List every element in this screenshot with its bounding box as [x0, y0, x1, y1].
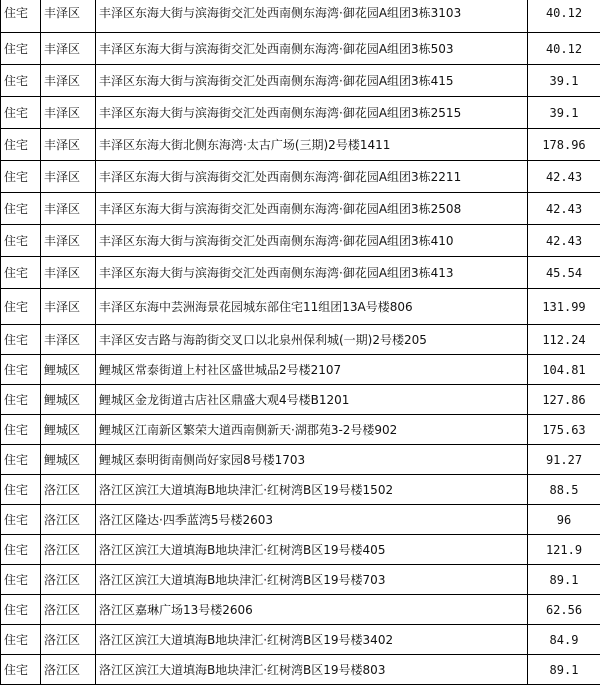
cell-address: 丰泽区东海大街与滨海街交汇处西南侧东海湾·御花园A组团3栋2211 — [96, 161, 528, 193]
cell-address: 洛江区滨江大道填海B地块津汇·红树湾B区19号楼3402 — [96, 625, 528, 655]
cell-area: 96 — [528, 505, 600, 535]
cell-district: 丰泽区 — [41, 33, 96, 65]
cell-district: 丰泽区 — [41, 325, 96, 355]
cell-type: 住宅 — [1, 225, 41, 257]
cell-area: 175.63 — [528, 415, 600, 445]
cell-area: 40.12 — [528, 33, 600, 65]
cell-type: 住宅 — [1, 505, 41, 535]
cell-area: 178.96 — [528, 129, 600, 161]
cell-address: 丰泽区东海大街与滨海街交汇处西南侧东海湾·御花园A组团3栋3103 — [96, 0, 528, 33]
table-row — [1, 415, 600, 445]
cell-area: 89.1 — [528, 565, 600, 595]
table-row — [1, 595, 600, 625]
cell-type: 住宅 — [1, 97, 41, 129]
cell-district: 洛江区 — [41, 475, 96, 505]
cell-area: 104.81 — [528, 355, 600, 385]
cell-district: 丰泽区 — [41, 65, 96, 97]
table-row — [1, 97, 600, 129]
cell-address: 洛江区隆达·四季蓝湾5号楼2603 — [96, 505, 528, 535]
cell-type: 住宅 — [1, 0, 41, 33]
cell-address: 鲤城区金龙街道古店社区鼎盛大观4号楼B1201 — [96, 385, 528, 415]
cell-area: 127.86 — [528, 385, 600, 415]
cell-address: 鲤城区常泰街道上村社区盛世城品2号楼2107 — [96, 355, 528, 385]
cell-type: 住宅 — [1, 385, 41, 415]
table-row — [1, 129, 600, 161]
cell-area: 42.43 — [528, 225, 600, 257]
cell-area: 91.27 — [528, 445, 600, 475]
cell-type: 住宅 — [1, 129, 41, 161]
table-row — [1, 475, 600, 505]
table-row — [1, 193, 600, 225]
cell-address: 丰泽区安吉路与海韵街交叉口以北泉州保利城(一期)2号楼205 — [96, 325, 528, 355]
cell-type: 住宅 — [1, 445, 41, 475]
cell-address: 鲤城区江南新区繁荣大道西南侧新天·湖郡苑3-2号楼902 — [96, 415, 528, 445]
cell-address: 洛江区嘉琳广场13号楼2606 — [96, 595, 528, 625]
table-row — [1, 445, 600, 475]
table-row — [1, 625, 600, 655]
cell-type: 住宅 — [1, 655, 41, 685]
cell-type: 住宅 — [1, 625, 41, 655]
cell-area: 42.43 — [528, 161, 600, 193]
cell-district: 鲤城区 — [41, 385, 96, 415]
table-row — [1, 161, 600, 193]
cell-type: 住宅 — [1, 565, 41, 595]
cell-type: 住宅 — [1, 33, 41, 65]
cell-area: 39.1 — [528, 97, 600, 129]
cell-address: 丰泽区东海大街与滨海街交汇处西南侧东海湾·御花园A组团3栋410 — [96, 225, 528, 257]
cell-district: 丰泽区 — [41, 97, 96, 129]
cell-address: 丰泽区东海大街北侧东海湾·太古广场(三期)2号楼1411 — [96, 129, 528, 161]
cell-type: 住宅 — [1, 325, 41, 355]
table-row — [1, 355, 600, 385]
cell-district: 丰泽区 — [41, 225, 96, 257]
cell-district: 鲤城区 — [41, 355, 96, 385]
cell-area: 84.9 — [528, 625, 600, 655]
table-row — [1, 289, 600, 325]
table-row — [1, 33, 600, 65]
table-row — [1, 385, 600, 415]
cell-district: 丰泽区 — [41, 193, 96, 225]
cell-area: 131.99 — [528, 289, 600, 325]
cell-address: 丰泽区东海大街与滨海街交汇处西南侧东海湾·御花园A组团3栋415 — [96, 65, 528, 97]
cell-area: 42.43 — [528, 193, 600, 225]
cell-address: 丰泽区东海大街与滨海街交汇处西南侧东海湾·御花园A组团3栋503 — [96, 33, 528, 65]
table-body — [1, 0, 600, 685]
cell-type: 住宅 — [1, 65, 41, 97]
cell-district: 鲤城区 — [41, 445, 96, 475]
cell-district: 洛江区 — [41, 535, 96, 565]
cell-district: 丰泽区 — [41, 0, 96, 33]
cell-district: 丰泽区 — [41, 161, 96, 193]
cell-district: 丰泽区 — [41, 289, 96, 325]
cell-type: 住宅 — [1, 535, 41, 565]
table-row — [1, 655, 600, 685]
cell-area: 112.24 — [528, 325, 600, 355]
cell-area: 89.1 — [528, 655, 600, 685]
cell-district: 鲤城区 — [41, 415, 96, 445]
cell-type: 住宅 — [1, 193, 41, 225]
cell-type: 住宅 — [1, 161, 41, 193]
cell-district: 洛江区 — [41, 655, 96, 685]
table-row — [1, 257, 600, 289]
cell-district: 丰泽区 — [41, 129, 96, 161]
cell-area: 88.5 — [528, 475, 600, 505]
cell-address: 丰泽区东海中芸洲海景花园城东部住宅11组团13A号楼806 — [96, 289, 528, 325]
cell-area: 62.56 — [528, 595, 600, 625]
cell-address: 洛江区滨江大道填海B地块津汇·红树湾B区19号楼703 — [96, 565, 528, 595]
cell-address: 洛江区滨江大道填海B地块津汇·红树湾B区19号楼405 — [96, 535, 528, 565]
cell-type: 住宅 — [1, 415, 41, 445]
cell-area: 121.9 — [528, 535, 600, 565]
cell-district: 洛江区 — [41, 565, 96, 595]
cell-area: 45.54 — [528, 257, 600, 289]
table-row — [1, 225, 600, 257]
cell-district: 洛江区 — [41, 505, 96, 535]
table-row — [1, 505, 600, 535]
cell-type: 住宅 — [1, 595, 41, 625]
cell-address: 洛江区滨江大道填海B地块津汇·红树湾B区19号楼1502 — [96, 475, 528, 505]
cell-address: 丰泽区东海大街与滨海街交汇处西南侧东海湾·御花园A组团3栋2515 — [96, 97, 528, 129]
table-row — [1, 565, 600, 595]
table-row — [1, 325, 600, 355]
cell-district: 洛江区 — [41, 595, 96, 625]
table-row — [1, 535, 600, 565]
cell-address: 丰泽区东海大街与滨海街交汇处西南侧东海湾·御花园A组团3栋2508 — [96, 193, 528, 225]
cell-district: 洛江区 — [41, 625, 96, 655]
cell-type: 住宅 — [1, 257, 41, 289]
cell-address: 鲤城区泰明街南侧尚好家园8号楼1703 — [96, 445, 528, 475]
cell-type: 住宅 — [1, 289, 41, 325]
cell-address: 丰泽区东海大街与滨海街交汇处西南侧东海湾·御花园A组团3栋413 — [96, 257, 528, 289]
cell-area: 39.1 — [528, 65, 600, 97]
table-row — [1, 65, 600, 97]
cell-address: 洛江区滨江大道填海B地块津汇·红树湾B区19号楼803 — [96, 655, 528, 685]
cell-type: 住宅 — [1, 355, 41, 385]
cell-area: 40.12 — [528, 0, 600, 33]
table-row — [1, 0, 600, 33]
cell-type: 住宅 — [1, 475, 41, 505]
cell-district: 丰泽区 — [41, 257, 96, 289]
